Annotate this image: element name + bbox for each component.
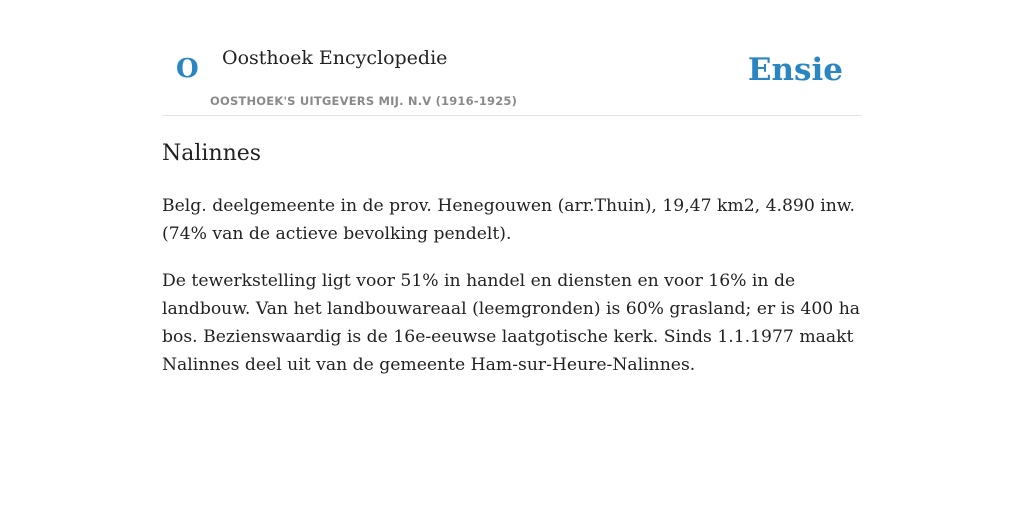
article-paragraph-2: De tewerkstelling ligt voor 51% in handel en diensten en voor 16% in de landbouw. Van het landbouwareaal (leemgronden) is 60% grasland; er is 400 ha bos. Bezienswaardig is de 16e-eeuwse laatgotische kerk. Sinds 1.1.1977 maakt Nalinnes deel uit van de gemeente Ham-sur-Heure-Nalinnes.: [162, 271, 861, 375]
ensie-logo-link[interactable]: Ensie: [747, 52, 843, 88]
page: [162, 0, 862, 375]
article-paragraph-1: Belg. deelgemeente in de prov. Henegouwen (arr.Thuin), 19,47 km2, 4.890 inw. (74% van de actieve bevolking pendelt).: [162, 196, 855, 244]
source-title-link[interactable]: Oosthoek Encyclopedie: [222, 47, 448, 69]
source-subtitle: OOSTHOEK'S UITGEVERS MIJ. N.V (1916-1925): [210, 94, 518, 108]
header: [162, 0, 862, 116]
article-title: Nalinnes: [162, 141, 262, 166]
article-body: [162, 192, 862, 398]
source-logo-icon[interactable]: O: [176, 54, 199, 84]
